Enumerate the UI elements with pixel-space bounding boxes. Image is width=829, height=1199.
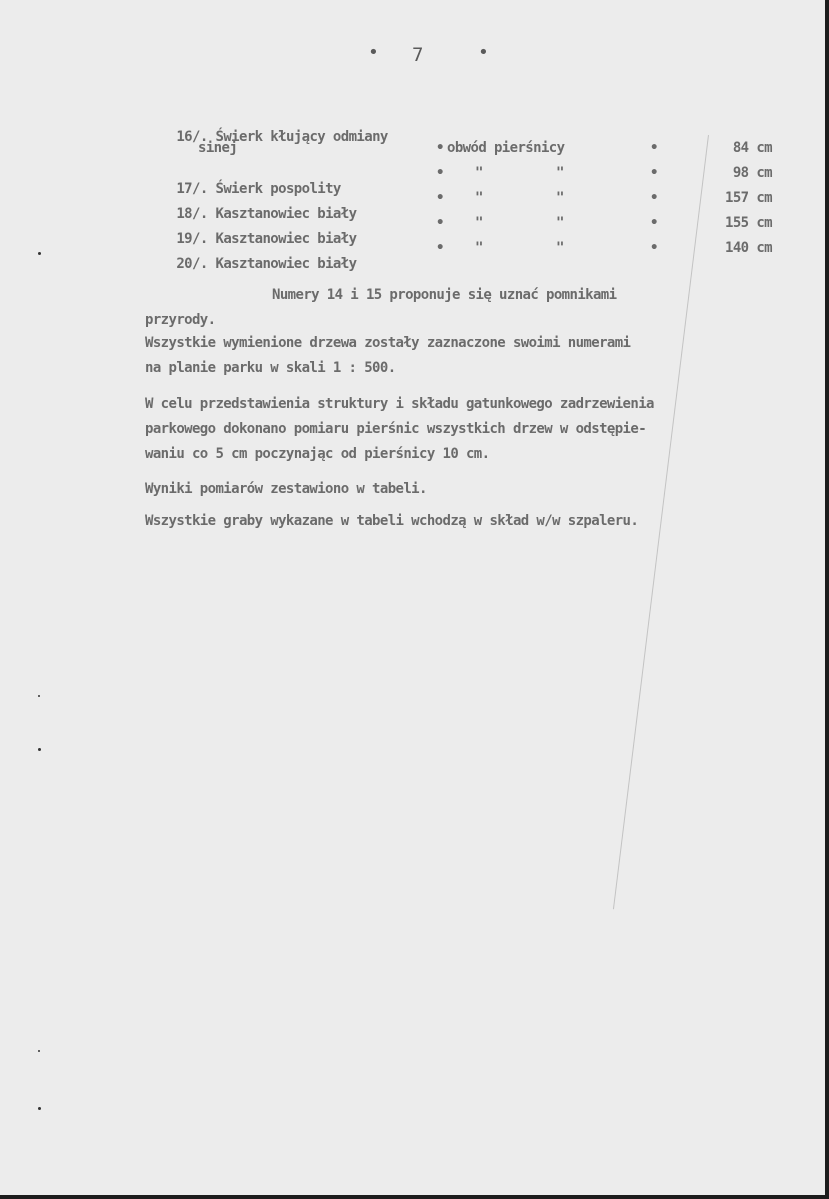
entry-dash: • xyxy=(436,190,444,206)
entry-dash: • xyxy=(650,190,658,206)
entry-16-continuation: sinej xyxy=(198,140,238,156)
ditto-mark: " xyxy=(475,215,483,231)
ditto-mark: " xyxy=(475,190,483,206)
entry-number: 17/. xyxy=(176,181,208,197)
entry-dash: • xyxy=(436,165,444,181)
entry-value: 140 cm xyxy=(725,240,772,256)
entry-value: 84 cm xyxy=(732,140,772,156)
entry-name: Kasztanowiec biały xyxy=(215,231,357,247)
entry-name: Świerk kłujący odmiany xyxy=(215,129,388,145)
ditto-mark: " xyxy=(556,190,564,206)
entry-name: Świerk pospolity xyxy=(215,181,341,197)
entry-16 xyxy=(145,113,388,161)
entry-dash: • xyxy=(650,165,658,181)
paragraph-line: parkowego dokonano pomiaru pierśnic wszystkich drzew w odstępie- xyxy=(145,421,647,437)
paragraph-line: W celu przedstawienia struktury i składu gatunkowego zadrzewienia xyxy=(145,396,654,412)
entry-dash: • xyxy=(436,215,444,231)
paragraph-line: Wszystkie wymienione drzewa zostały zaznaczone swoimi numerami xyxy=(145,335,631,351)
entry-dash: • xyxy=(650,140,658,156)
entry-dash: • xyxy=(436,140,444,156)
ditto-mark: " xyxy=(556,240,564,256)
paragraph-line: Wyniki pomiarów zestawiono w tabeli. xyxy=(145,481,427,497)
paragraph-line: na planie parku w skali 1 : 500. xyxy=(145,360,396,376)
ditto-mark: " xyxy=(475,240,483,256)
margin-dot xyxy=(38,748,41,751)
paragraph-line: waniu co 5 cm poczynając od pierśnicy 10 cm. xyxy=(145,446,490,462)
page-number-dash-left: • xyxy=(368,42,379,63)
margin-dot xyxy=(38,695,40,697)
margin-dot xyxy=(38,252,41,255)
page-number-dash-right: • xyxy=(478,42,489,63)
ditto-mark: " xyxy=(475,165,483,181)
entry-number: 16/. xyxy=(176,129,208,145)
paragraph-line: Numery 14 i 15 proponuje się uznać pomnikami xyxy=(272,287,617,303)
entry-number: 20/. xyxy=(176,256,208,272)
entry-value: 157 cm xyxy=(725,190,772,206)
margin-dot xyxy=(38,1050,40,1052)
entry-20 xyxy=(145,240,356,288)
entry-name: Kasztanowiec biały xyxy=(215,206,357,222)
entry-dash: • xyxy=(650,215,658,231)
entry-measure-label: obwód pierśnicy xyxy=(447,140,565,156)
paragraph-line: Wszystkie graby wykazane w tabeli wchodzą w skład w/w szpaleru. xyxy=(145,513,639,529)
margin-dot xyxy=(38,1107,41,1110)
entry-value: 98 cm xyxy=(732,165,772,181)
entry-name: Kasztanowiec biały xyxy=(215,256,357,272)
entry-dash: • xyxy=(650,240,658,256)
entry-number: 19/. xyxy=(176,231,208,247)
paragraph-line: przyrody. xyxy=(145,312,216,328)
entry-dash: • xyxy=(436,240,444,256)
entry-value: 155 cm xyxy=(725,215,772,231)
page-number-value: 7 xyxy=(412,44,423,66)
ditto-mark: " xyxy=(556,215,564,231)
entry-number: 18/. xyxy=(176,206,208,222)
ditto-mark: " xyxy=(556,165,564,181)
